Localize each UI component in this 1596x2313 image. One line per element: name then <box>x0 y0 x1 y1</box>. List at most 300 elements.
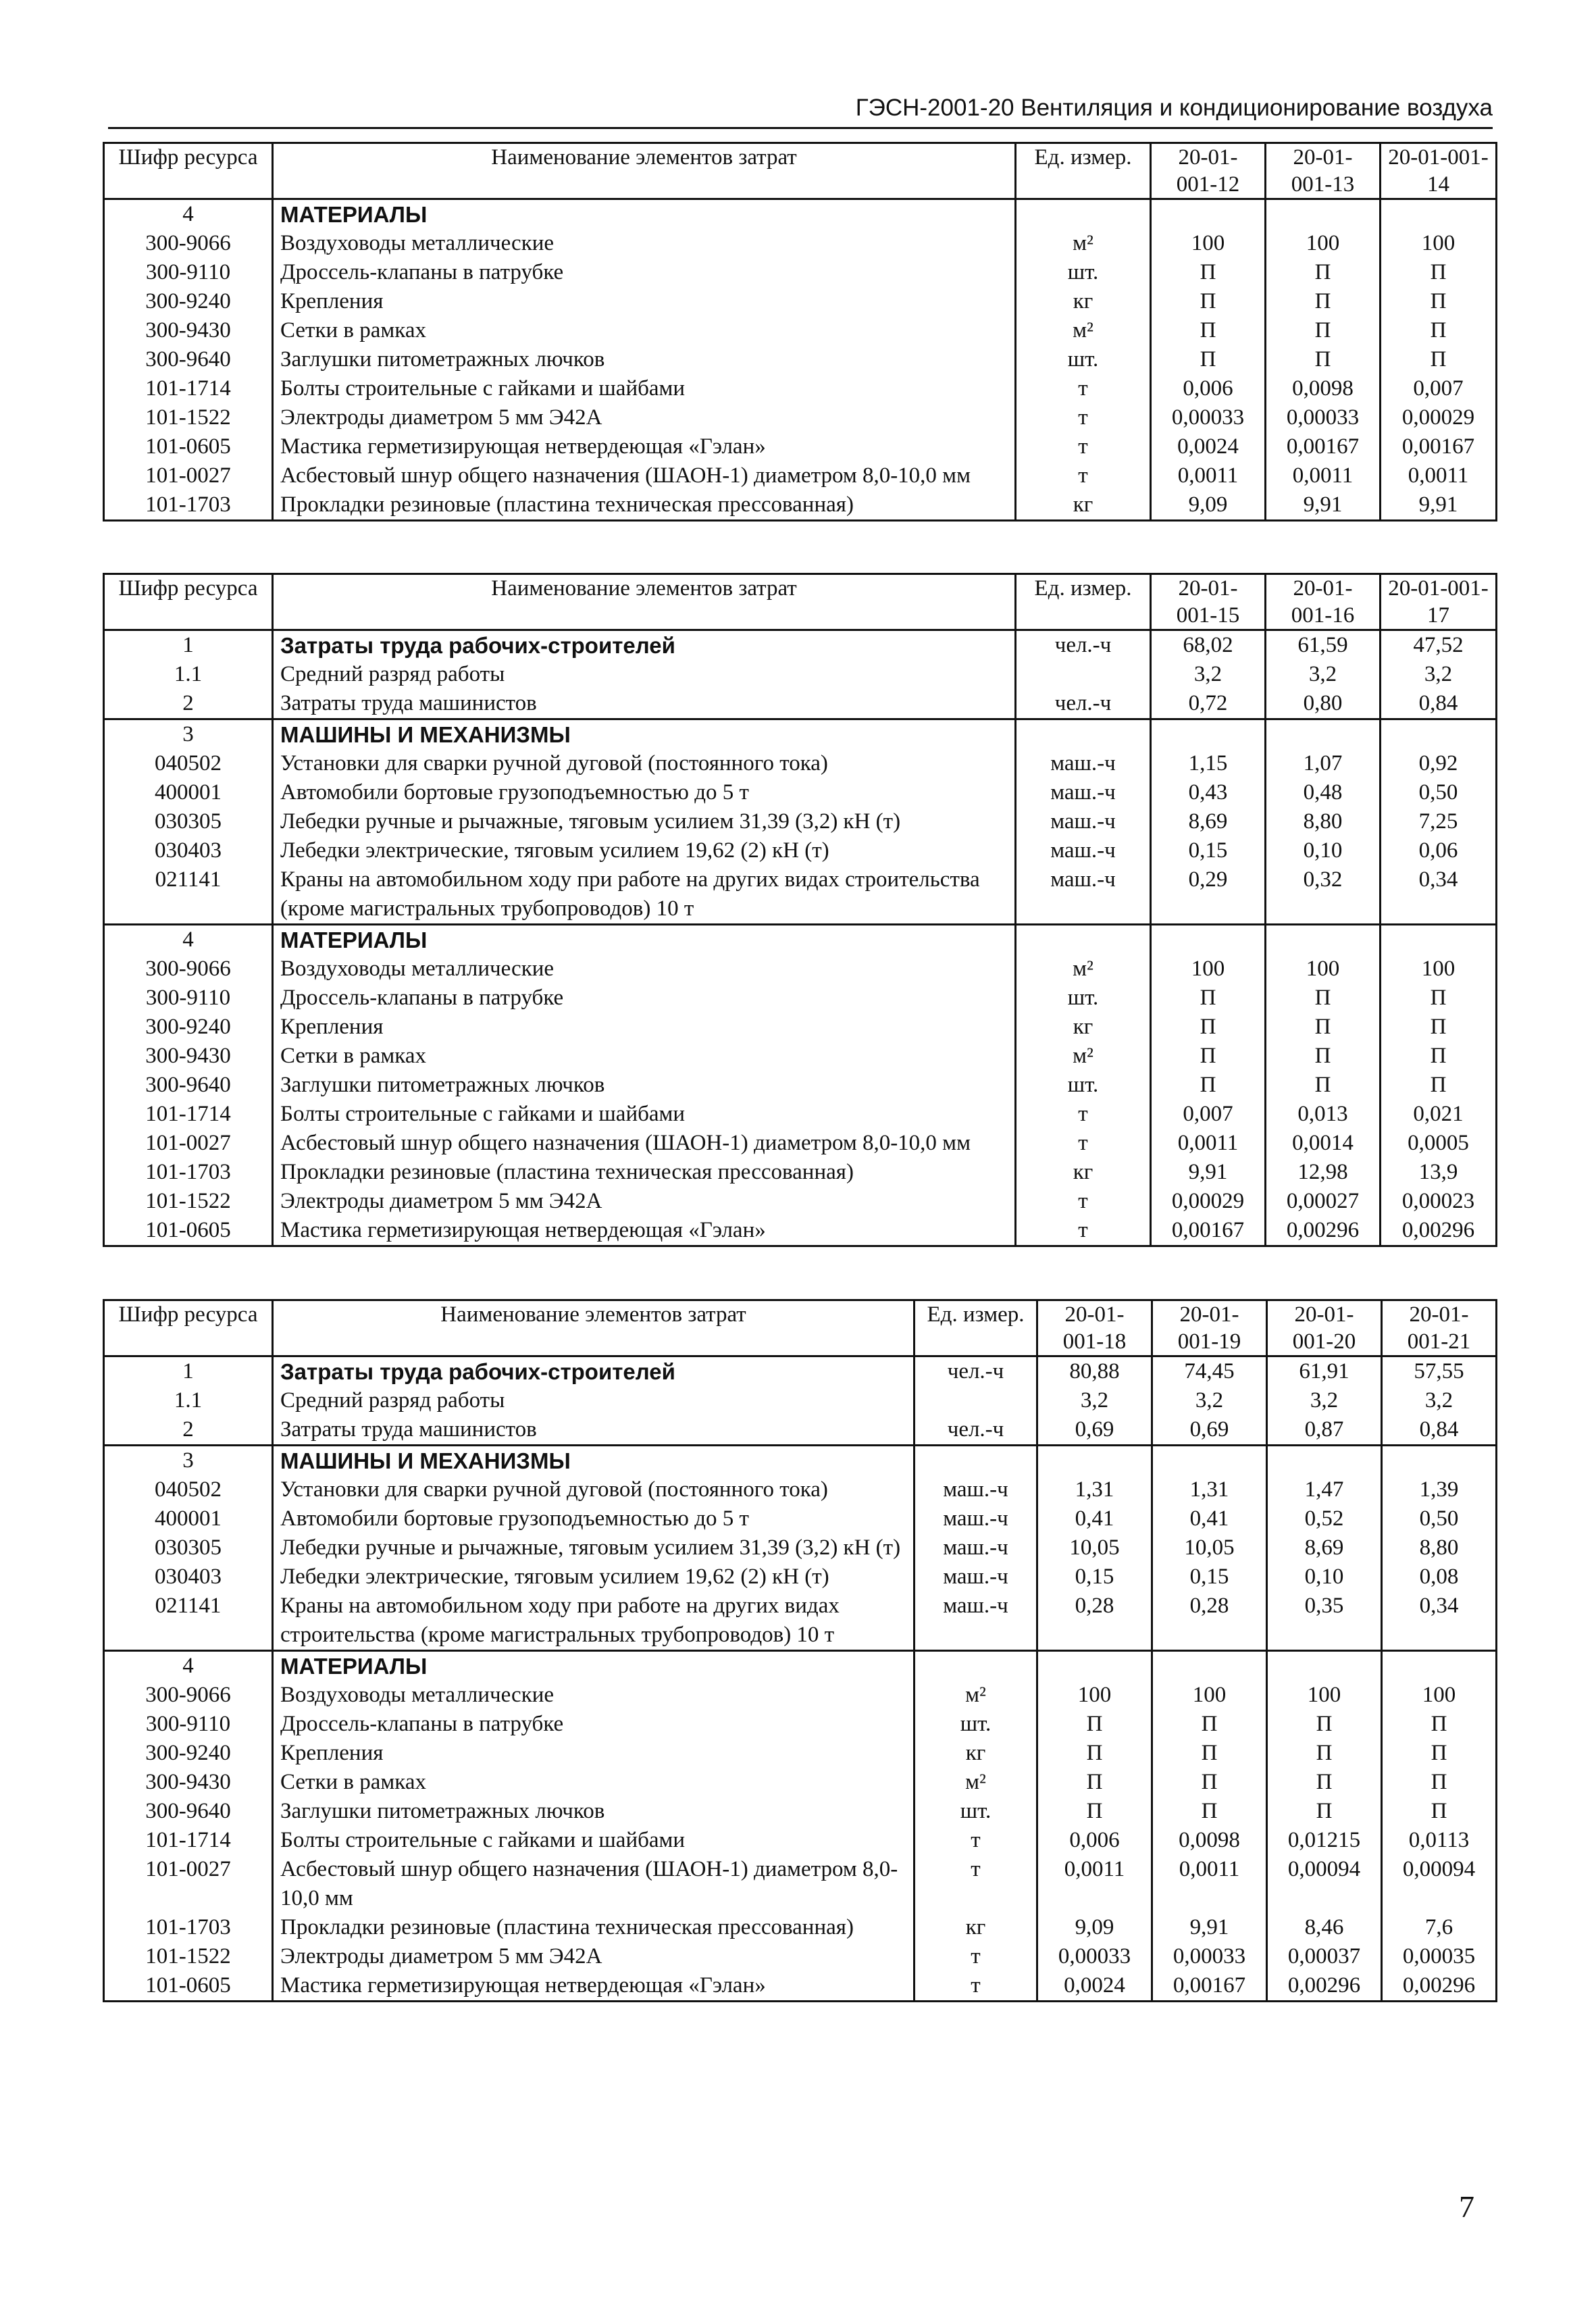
table-row <box>104 630 1497 661</box>
table-row <box>104 1475 1497 1504</box>
value-cell: 8,69 <box>1151 807 1266 836</box>
value-cell: 0,28 <box>1037 1592 1152 1651</box>
resource-name: Сетки в рамках <box>273 1768 915 1797</box>
value-cell: 8,80 <box>1382 1533 1497 1562</box>
resource-name: Асбестовый шнур общего назначения (ШАОН-1) диаметром 8,0-10,0 мм <box>273 1855 915 1913</box>
value-cell: П <box>1152 1710 1267 1739</box>
resource-name: Электроды диаметром 5 мм Э42А <box>273 403 1016 432</box>
section-row <box>104 1446 1497 1476</box>
table-row <box>104 1386 1497 1415</box>
resource-table-3 <box>103 1299 1497 2002</box>
header-unit: Ед. измер. <box>1016 574 1151 630</box>
resource-code: 300-9110 <box>104 258 273 287</box>
value-cell: П <box>1381 1013 1497 1042</box>
table-row <box>104 1768 1497 1797</box>
value-cell: П <box>1266 1013 1381 1042</box>
resource-name: Болты строительные с гайками и шайбами <box>273 1826 915 1855</box>
value-cell: 0,32 <box>1266 865 1381 925</box>
value-cell: 100 <box>1266 229 1381 258</box>
unit-cell <box>915 1386 1037 1415</box>
value-cell: 0,35 <box>1267 1592 1382 1651</box>
table-row <box>104 374 1497 403</box>
value-cell: 100 <box>1152 1681 1267 1710</box>
value-cell: П <box>1266 287 1381 316</box>
resource-name: Прокладки резиновые (пластина техническая прессованная) <box>273 490 1016 521</box>
value-cell: П <box>1151 345 1266 374</box>
resource-code: 3 <box>104 1446 273 1476</box>
value-cell: 0,00167 <box>1266 432 1381 461</box>
value-cell: 0,10 <box>1267 1562 1382 1592</box>
resource-name: Асбестовый шнур общего назначения (ШАОН-1) диаметром 8,0-10,0 мм <box>273 1129 1016 1158</box>
value-cell: 0,50 <box>1382 1504 1497 1533</box>
value-cell: 0,00033 <box>1037 1942 1152 1971</box>
value-cell: 0,08 <box>1382 1562 1497 1592</box>
value-cell: 7,25 <box>1381 807 1497 836</box>
table-row <box>104 1971 1497 2002</box>
header-code: Шифр ресурса <box>104 143 273 199</box>
resource-name: Воздуховоды металлические <box>273 1681 915 1710</box>
resource-code: 4 <box>104 1651 273 1681</box>
resource-name: Заглушки питометражных лючков <box>273 1071 1016 1100</box>
value-cell: 0,00033 <box>1152 1942 1267 1971</box>
section-row <box>104 719 1497 750</box>
value-cell: 0,00023 <box>1381 1187 1497 1216</box>
table-row <box>104 1158 1497 1187</box>
resource-code: 040502 <box>104 1475 273 1504</box>
unit-cell: чел.-ч <box>915 1356 1037 1387</box>
unit-cell: т <box>1016 374 1151 403</box>
value-cell: 0,00167 <box>1152 1971 1267 2002</box>
value-cell: 0,43 <box>1151 778 1266 807</box>
table-row <box>104 229 1497 258</box>
section-row <box>104 199 1497 230</box>
value-cell: П <box>1266 984 1381 1013</box>
value-cell: П <box>1151 316 1266 345</box>
value-cell: 9,91 <box>1152 1913 1267 1942</box>
resource-name: Средний разряд работы <box>273 660 1016 689</box>
resource-name: Крепления <box>273 1013 1016 1042</box>
value-cell: 0,72 <box>1151 689 1266 719</box>
resource-name: Крепления <box>273 287 1016 316</box>
value-cell: П <box>1382 1710 1497 1739</box>
value-cell: 3,2 <box>1381 660 1497 689</box>
resource-code: 1.1 <box>104 1386 273 1415</box>
unit-cell: чел.-ч <box>1016 689 1151 719</box>
value-cell: 10,05 <box>1037 1533 1152 1562</box>
value-cell: 9,09 <box>1037 1913 1152 1942</box>
value-cell: 61,59 <box>1266 630 1381 661</box>
resource-name: Прокладки резиновые (пластина техническая прессованная) <box>273 1158 1016 1187</box>
resource-name: Дроссель-клапаны в патрубке <box>273 258 1016 287</box>
table-row <box>104 490 1497 521</box>
unit-cell: шт. <box>1016 984 1151 1013</box>
resource-code: 300-9240 <box>104 287 273 316</box>
header-norm-code: 20-01-001-14 <box>1381 143 1497 199</box>
value-cell: 0,34 <box>1381 865 1497 925</box>
resource-name: Автомобили бортовые грузоподъемностью до 5 т <box>273 1504 915 1533</box>
section-title: МАТЕРИАЛЫ <box>273 199 1016 230</box>
value-cell: 74,45 <box>1152 1356 1267 1387</box>
resource-name: Краны на автомобильном ходу при работе на других видах строительства (кроме магистральных трубопроводов) 10 т <box>273 1592 915 1651</box>
header-norm-code: 20-01-001-20 <box>1267 1300 1382 1356</box>
value-cell: П <box>1037 1739 1152 1768</box>
unit-cell: т <box>1016 1216 1151 1246</box>
value-cell: 0,0113 <box>1382 1826 1497 1855</box>
value-cell: П <box>1381 984 1497 1013</box>
value-cell: 0,021 <box>1381 1100 1497 1129</box>
value-cell: П <box>1381 1071 1497 1100</box>
value-cell: 0,00094 <box>1382 1855 1497 1913</box>
resource-code: 040502 <box>104 749 273 778</box>
resource-code: 101-0605 <box>104 1971 273 2002</box>
resource-code: 030305 <box>104 1533 273 1562</box>
unit-cell <box>1016 199 1151 230</box>
value-cell: 0,48 <box>1266 778 1381 807</box>
unit-cell: маш.-ч <box>915 1562 1037 1592</box>
resource-name: Дроссель-клапаны в патрубке <box>273 984 1016 1013</box>
table-row <box>104 1187 1497 1216</box>
value-cell <box>1266 719 1381 750</box>
table-row <box>104 1681 1497 1710</box>
unit-cell <box>1016 660 1151 689</box>
resource-code: 101-0027 <box>104 1855 273 1913</box>
value-cell: 61,91 <box>1267 1356 1382 1387</box>
value-cell: 0,69 <box>1152 1415 1267 1446</box>
resource-name: Мастика герметизирующая нетвердеющая «Гэлан» <box>273 432 1016 461</box>
resource-code: 300-9430 <box>104 1768 273 1797</box>
resource-name: Мастика герметизирующая нетвердеющая «Гэлан» <box>273 1216 1016 1246</box>
value-cell <box>1037 1446 1152 1476</box>
resource-code: 101-1714 <box>104 1826 273 1855</box>
resource-name: Воздуховоды металлические <box>273 229 1016 258</box>
resource-code: 300-9066 <box>104 955 273 984</box>
resource-name: Крепления <box>273 1739 915 1768</box>
value-cell: 0,00296 <box>1382 1971 1497 2002</box>
resource-code: 400001 <box>104 778 273 807</box>
table-row <box>104 1042 1497 1071</box>
header-norm-code: 20-01-001-16 <box>1266 574 1381 630</box>
value-cell: 0,10 <box>1266 836 1381 865</box>
resource-name: Затраты труда рабочих-строителей <box>273 630 1016 661</box>
value-cell: 100 <box>1381 229 1497 258</box>
table-row <box>104 689 1497 719</box>
value-cell: 0,00035 <box>1382 1942 1497 1971</box>
unit-cell: т <box>915 1855 1037 1913</box>
value-cell: 8,46 <box>1267 1913 1382 1942</box>
value-cell <box>1151 719 1266 750</box>
value-cell: 47,52 <box>1381 630 1497 661</box>
value-cell: 0,92 <box>1381 749 1497 778</box>
table-row <box>104 258 1497 287</box>
unit-cell: т <box>1016 1187 1151 1216</box>
unit-cell: чел.-ч <box>1016 630 1151 661</box>
value-cell: 0,0011 <box>1381 461 1497 490</box>
value-cell: П <box>1266 1071 1381 1100</box>
value-cell: П <box>1037 1768 1152 1797</box>
value-cell: П <box>1266 316 1381 345</box>
table-row <box>104 1129 1497 1158</box>
table-row <box>104 345 1497 374</box>
unit-cell: маш.-ч <box>1016 807 1151 836</box>
value-cell: 0,00033 <box>1266 403 1381 432</box>
unit-cell: т <box>1016 1129 1151 1158</box>
value-cell <box>1151 199 1266 230</box>
resource-code: 101-1522 <box>104 1942 273 1971</box>
resource-code: 101-0605 <box>104 1216 273 1246</box>
value-cell: 1,47 <box>1267 1475 1382 1504</box>
value-cell <box>1381 719 1497 750</box>
unit-cell: чел.-ч <box>915 1415 1037 1446</box>
value-cell <box>1381 925 1497 955</box>
value-cell: 0,00037 <box>1267 1942 1382 1971</box>
value-cell: 7,6 <box>1382 1913 1497 1942</box>
value-cell: 1,07 <box>1266 749 1381 778</box>
value-cell <box>1037 1651 1152 1681</box>
header-norm-code: 20-01-001-21 <box>1382 1300 1497 1356</box>
value-cell: 0,00296 <box>1267 1971 1382 2002</box>
unit-cell <box>915 1651 1037 1681</box>
value-cell <box>1267 1446 1382 1476</box>
unit-cell: шт. <box>1016 258 1151 287</box>
table-row <box>104 984 1497 1013</box>
unit-cell: шт. <box>915 1710 1037 1739</box>
resource-name: Болты строительные с гайками и шайбами <box>273 374 1016 403</box>
value-cell: 0,006 <box>1037 1826 1152 1855</box>
unit-cell: м² <box>1016 229 1151 258</box>
table-row <box>104 1913 1497 1942</box>
resource-code: 101-1714 <box>104 374 273 403</box>
table-row <box>104 1533 1497 1562</box>
table-row <box>104 1071 1497 1100</box>
value-cell: П <box>1267 1739 1382 1768</box>
value-cell: 0,0024 <box>1037 1971 1152 2002</box>
resource-code: 101-1703 <box>104 490 273 521</box>
resource-code: 101-1714 <box>104 1100 273 1129</box>
value-cell: 8,69 <box>1267 1533 1382 1562</box>
value-cell <box>1266 925 1381 955</box>
unit-cell: м² <box>1016 955 1151 984</box>
value-cell: 1,31 <box>1152 1475 1267 1504</box>
resource-code: 300-9430 <box>104 1042 273 1071</box>
table-row <box>104 865 1497 925</box>
resource-code: 021141 <box>104 1592 273 1651</box>
resource-code: 030403 <box>104 1562 273 1592</box>
value-cell: 0,007 <box>1151 1100 1266 1129</box>
resource-name: Лебедки электрические, тяговым усилием 19,62 (2) кН (т) <box>273 1562 915 1592</box>
resource-name: Мастика герметизирующая нетвердеющая «Гэлан» <box>273 1971 915 2002</box>
value-cell: 0,15 <box>1151 836 1266 865</box>
table-row <box>104 1415 1497 1446</box>
value-cell: 1,31 <box>1037 1475 1152 1504</box>
resource-code: 300-9430 <box>104 316 273 345</box>
header-norm-code: 20-01-001-18 <box>1037 1300 1152 1356</box>
value-cell: П <box>1267 1797 1382 1826</box>
value-cell: 0,00167 <box>1151 1216 1266 1246</box>
value-cell: 100 <box>1267 1681 1382 1710</box>
value-cell: 0,80 <box>1266 689 1381 719</box>
value-cell: П <box>1037 1797 1152 1826</box>
resource-code: 300-9110 <box>104 984 273 1013</box>
header-unit: Ед. измер. <box>915 1300 1037 1356</box>
value-cell: П <box>1151 258 1266 287</box>
value-cell: 0,0011 <box>1151 1129 1266 1158</box>
resource-name: Заглушки питометражных лючков <box>273 345 1016 374</box>
value-cell: 9,91 <box>1266 490 1381 521</box>
table-row <box>104 749 1497 778</box>
value-cell: 0,41 <box>1152 1504 1267 1533</box>
value-cell: 0,87 <box>1267 1415 1382 1446</box>
value-cell: 0,0011 <box>1151 461 1266 490</box>
value-cell: 9,09 <box>1151 490 1266 521</box>
value-cell: 0,00094 <box>1267 1855 1382 1913</box>
resource-code: 300-9240 <box>104 1013 273 1042</box>
unit-cell: кг <box>915 1739 1037 1768</box>
value-cell: 100 <box>1037 1681 1152 1710</box>
resource-name: Сетки в рамках <box>273 316 1016 345</box>
resource-name: Затраты труда рабочих-строителей <box>273 1356 915 1387</box>
value-cell: 100 <box>1382 1681 1497 1710</box>
resource-name: Лебедки ручные и рычажные, тяговым усилием 31,39 (3,2) кН (т) <box>273 807 1016 836</box>
value-cell: 57,55 <box>1382 1356 1497 1387</box>
unit-cell: шт. <box>915 1797 1037 1826</box>
value-cell: 3,2 <box>1382 1386 1497 1415</box>
table-row <box>104 287 1497 316</box>
resource-table-2 <box>103 573 1497 1247</box>
value-cell: 0,0098 <box>1266 374 1381 403</box>
value-cell: 0,69 <box>1037 1415 1152 1446</box>
header-code: Шифр ресурса <box>104 574 273 630</box>
resource-name: Сетки в рамках <box>273 1042 1016 1071</box>
value-cell: 0,0011 <box>1152 1855 1267 1913</box>
table-row <box>104 955 1497 984</box>
value-cell: 0,013 <box>1266 1100 1381 1129</box>
value-cell: 0,00296 <box>1266 1216 1381 1246</box>
unit-cell: маш.-ч <box>1016 865 1151 925</box>
value-cell: 10,05 <box>1152 1533 1267 1562</box>
unit-cell: м² <box>1016 1042 1151 1071</box>
value-cell: 0,0024 <box>1151 432 1266 461</box>
resource-code: 2 <box>104 689 273 719</box>
value-cell: 3,2 <box>1037 1386 1152 1415</box>
table-row <box>104 1592 1497 1651</box>
value-cell: 0,28 <box>1152 1592 1267 1651</box>
value-cell: П <box>1267 1768 1382 1797</box>
resource-name: Прокладки резиновые (пластина техническая прессованная) <box>273 1913 915 1942</box>
unit-cell: т <box>915 1942 1037 1971</box>
unit-cell: шт. <box>1016 345 1151 374</box>
value-cell: П <box>1151 984 1266 1013</box>
value-cell: 3,2 <box>1152 1386 1267 1415</box>
section-title: МАТЕРИАЛЫ <box>273 925 1016 955</box>
table-row <box>104 1216 1497 1246</box>
value-cell: П <box>1151 1071 1266 1100</box>
value-cell: 3,2 <box>1266 660 1381 689</box>
value-cell: 0,00033 <box>1151 403 1266 432</box>
value-cell: 0,00027 <box>1266 1187 1381 1216</box>
value-cell: 0,00029 <box>1151 1187 1266 1216</box>
value-cell <box>1151 925 1266 955</box>
value-cell: П <box>1152 1797 1267 1826</box>
resource-name: Дроссель-клапаны в патрубке <box>273 1710 915 1739</box>
unit-cell: т <box>1016 461 1151 490</box>
value-cell: П <box>1381 1042 1497 1071</box>
table-row <box>104 1855 1497 1913</box>
value-cell: 9,91 <box>1381 490 1497 521</box>
resource-name: Лебедки электрические, тяговым усилием 19,62 (2) кН (т) <box>273 836 1016 865</box>
page-number: 7 <box>1459 2189 1474 2224</box>
resource-code: 300-9640 <box>104 1797 273 1826</box>
running-header <box>108 95 1493 129</box>
header-title: ГЭСН-2001-20 Вентиляция и кондиционирование воздуха <box>855 95 1493 121</box>
value-cell: 1,39 <box>1382 1475 1497 1504</box>
value-cell: П <box>1266 1042 1381 1071</box>
unit-cell: м² <box>915 1768 1037 1797</box>
value-cell <box>1266 199 1381 230</box>
value-cell: 0,0014 <box>1266 1129 1381 1158</box>
resource-name: Затраты труда машинистов <box>273 689 1016 719</box>
header-norm-code: 20-01-001-19 <box>1152 1300 1267 1356</box>
table-row <box>104 403 1497 432</box>
value-cell: П <box>1382 1797 1497 1826</box>
resource-name: Лебедки ручные и рычажные, тяговым усилием 31,39 (3,2) кН (т) <box>273 1533 915 1562</box>
resource-code: 101-0027 <box>104 1129 273 1158</box>
value-cell: 0,0011 <box>1037 1855 1152 1913</box>
table-row <box>104 778 1497 807</box>
unit-cell: кг <box>915 1913 1037 1942</box>
value-cell: 0,006 <box>1151 374 1266 403</box>
resource-name: Болты строительные с гайками и шайбами <box>273 1100 1016 1129</box>
value-cell: 0,01215 <box>1267 1826 1382 1855</box>
resource-code: 101-1522 <box>104 403 273 432</box>
table-row <box>104 1826 1497 1855</box>
resource-code: 300-9640 <box>104 1071 273 1100</box>
header-norm-code: 20-01-001-15 <box>1151 574 1266 630</box>
unit-cell: маш.-ч <box>915 1592 1037 1651</box>
resource-code: 101-1522 <box>104 1187 273 1216</box>
resource-name: Воздуховоды металлические <box>273 955 1016 984</box>
resource-code: 1 <box>104 630 273 661</box>
table-row <box>104 316 1497 345</box>
resource-code: 030403 <box>104 836 273 865</box>
value-cell: 3,2 <box>1151 660 1266 689</box>
value-cell: 0,52 <box>1267 1504 1382 1533</box>
resource-code: 1.1 <box>104 660 273 689</box>
resource-name: Средний разряд работы <box>273 1386 915 1415</box>
table-row <box>104 432 1497 461</box>
value-cell: П <box>1382 1739 1497 1768</box>
table-row <box>104 807 1497 836</box>
value-cell: П <box>1382 1768 1497 1797</box>
resource-code: 1 <box>104 1356 273 1387</box>
value-cell: 100 <box>1381 955 1497 984</box>
value-cell: 100 <box>1151 229 1266 258</box>
section-row <box>104 925 1497 955</box>
resource-name: Электроды диаметром 5 мм Э42А <box>273 1942 915 1971</box>
value-cell: 0,0098 <box>1152 1826 1267 1855</box>
value-cell <box>1382 1651 1497 1681</box>
table-row <box>104 461 1497 490</box>
resource-code: 2 <box>104 1415 273 1446</box>
unit-cell: т <box>915 1971 1037 2002</box>
value-cell: 0,0011 <box>1266 461 1381 490</box>
table-row <box>104 1100 1497 1129</box>
resource-code: 300-9640 <box>104 345 273 374</box>
header-norm-code: 20-01-001-17 <box>1381 574 1497 630</box>
table-row <box>104 1710 1497 1739</box>
resource-code: 101-1703 <box>104 1158 273 1187</box>
header-unit: Ед. измер. <box>1016 143 1151 199</box>
unit-cell: маш.-ч <box>1016 778 1151 807</box>
